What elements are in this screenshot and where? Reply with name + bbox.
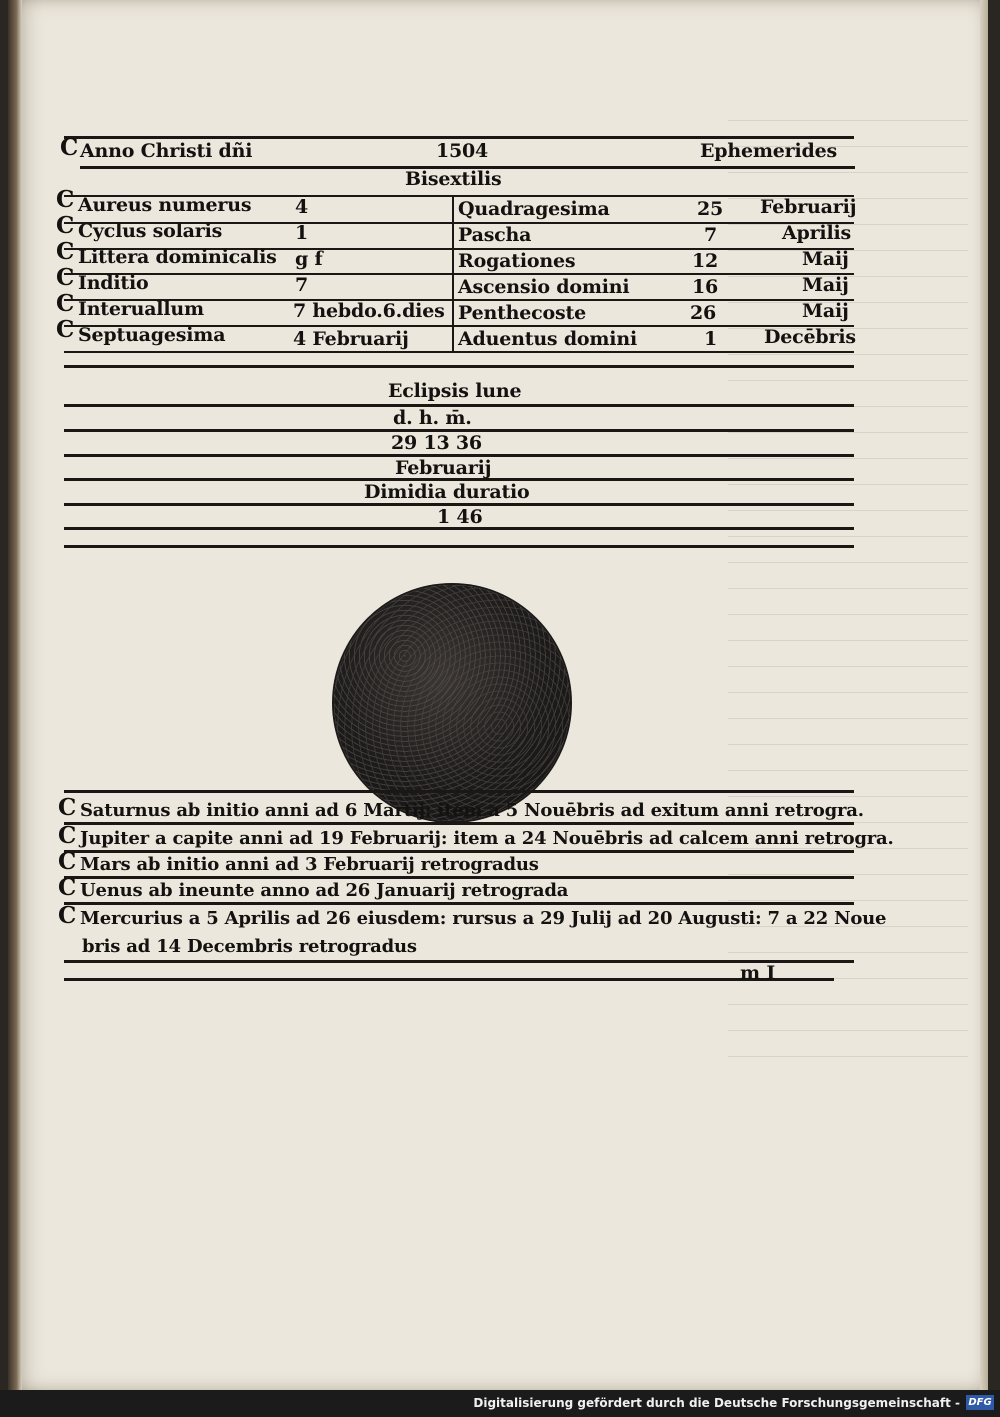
pilcrow-mark: C	[58, 822, 77, 849]
note-rule	[64, 876, 854, 879]
note-rule	[64, 978, 834, 981]
computus-label: Aureus numerus	[78, 194, 252, 216]
note-rule	[64, 822, 854, 825]
note-rule	[64, 850, 854, 853]
computus-label: Septuagesima	[78, 324, 226, 346]
pilcrow-mark: C	[56, 212, 75, 239]
feast-label: Penthecoste	[458, 302, 586, 324]
feast-day: 7	[704, 224, 718, 246]
pilcrow-mark: C	[56, 238, 75, 265]
feast-month: Maij	[802, 274, 849, 296]
computus-label: Interuallum	[78, 298, 204, 320]
eclipse-title: Eclipsis lune	[388, 380, 522, 402]
planet-note-jupiter: Jupiter a capite anni ad 19 Februarij: item a 24 Nouēbris ad calcem anni retrogra.	[80, 828, 894, 849]
signature-mark: m I	[740, 962, 776, 984]
eclipse-moon-illustration	[334, 585, 570, 821]
feast-label: Pascha	[458, 224, 532, 246]
computus-value: g f	[295, 248, 323, 270]
pilcrow-mark: C	[56, 316, 75, 343]
feast-month: Februarij	[760, 196, 857, 218]
dfg-logo: DFG	[966, 1395, 994, 1410]
pilcrow-mark: C	[58, 794, 77, 821]
footer-credit: Digitalisierung gefördert durch die Deutsche Forschungsgemeinschaft -	[473, 1396, 960, 1410]
feast-label: Aduentus domini	[458, 328, 637, 350]
planet-note-saturnus: Saturnus ab initio anni ad 6 Martij: item a 5 Nouēbris ad exitum anni retrogra.	[80, 800, 864, 821]
page-edge	[980, 0, 988, 1390]
feast-label: Quadragesima	[458, 198, 610, 220]
pilcrow-mark: C	[60, 134, 79, 161]
eclipse-month: Februarij	[395, 457, 492, 479]
eclipse-values: 29 13 36	[391, 432, 482, 454]
computus-value: 7 hebdo.6.dies	[293, 300, 445, 322]
computus-value: 4 Februarij	[293, 328, 409, 350]
pilcrow-mark: C	[56, 264, 75, 291]
note-rule	[64, 902, 854, 905]
book-spine	[8, 0, 22, 1390]
half-duration-value: 1 46	[437, 506, 483, 528]
computus-label: Cyclus solaris	[78, 220, 223, 242]
eclipse-rule	[64, 365, 854, 368]
feast-day: 1	[704, 328, 718, 350]
feast-month: Maij	[802, 300, 849, 322]
feast-label: Rogationes	[458, 250, 576, 272]
computus-value: 7	[295, 274, 309, 296]
computus-label: Littera dominicalis	[78, 246, 277, 268]
row-rule	[64, 273, 854, 275]
moon-texture	[334, 585, 570, 821]
feast-month: Aprilis	[782, 222, 851, 244]
feast-label: Ascensio domini	[458, 276, 630, 298]
header-year: 1504	[436, 140, 489, 162]
computus-value: 1	[295, 222, 309, 244]
header-subtitle: Bisextilis	[405, 168, 502, 190]
feast-day: 25	[697, 198, 724, 220]
computus-value: 4	[295, 196, 309, 218]
half-duration-label: Dimidia duratio	[364, 481, 530, 503]
planet-note-venus: Uenus ab ineunte anno ad 26 Januarij retrograda	[80, 880, 569, 901]
header-left: Anno Christi dñi	[80, 140, 253, 162]
feast-month: Maij	[802, 248, 849, 270]
planet-note-mercurius: Mercurius a 5 Aprilis ad 26 eiusdem: rursus a 29 Julij ad 20 Augusti: 7 a 22 Noue	[80, 908, 887, 929]
planet-note-mercurius-cont: bris ad 14 Decembris retrogradus	[82, 936, 417, 957]
pilcrow-mark: C	[58, 848, 77, 875]
header-rule-top	[64, 136, 854, 139]
pilcrow-mark: C	[56, 186, 75, 213]
planet-note-mars: Mars ab initio anni ad 3 Februarij retrogradus	[80, 854, 539, 875]
note-rule	[64, 960, 854, 963]
row-rule	[64, 351, 854, 353]
feast-day: 26	[690, 302, 717, 324]
pilcrow-mark: C	[58, 874, 77, 901]
computus-label: Inditio	[78, 272, 149, 294]
eclipse-rule	[64, 545, 854, 548]
feast-month: Decēbris	[764, 326, 856, 348]
eclipse-units: d. h. m̄.	[393, 407, 472, 429]
digitization-footer	[0, 1390, 1000, 1417]
feast-day: 16	[692, 276, 719, 298]
pilcrow-mark: C	[56, 290, 75, 317]
note-rule	[64, 790, 854, 793]
feast-day: 12	[692, 250, 719, 272]
header-right: Ephemerides	[700, 140, 837, 162]
pilcrow-mark: C	[58, 902, 77, 929]
